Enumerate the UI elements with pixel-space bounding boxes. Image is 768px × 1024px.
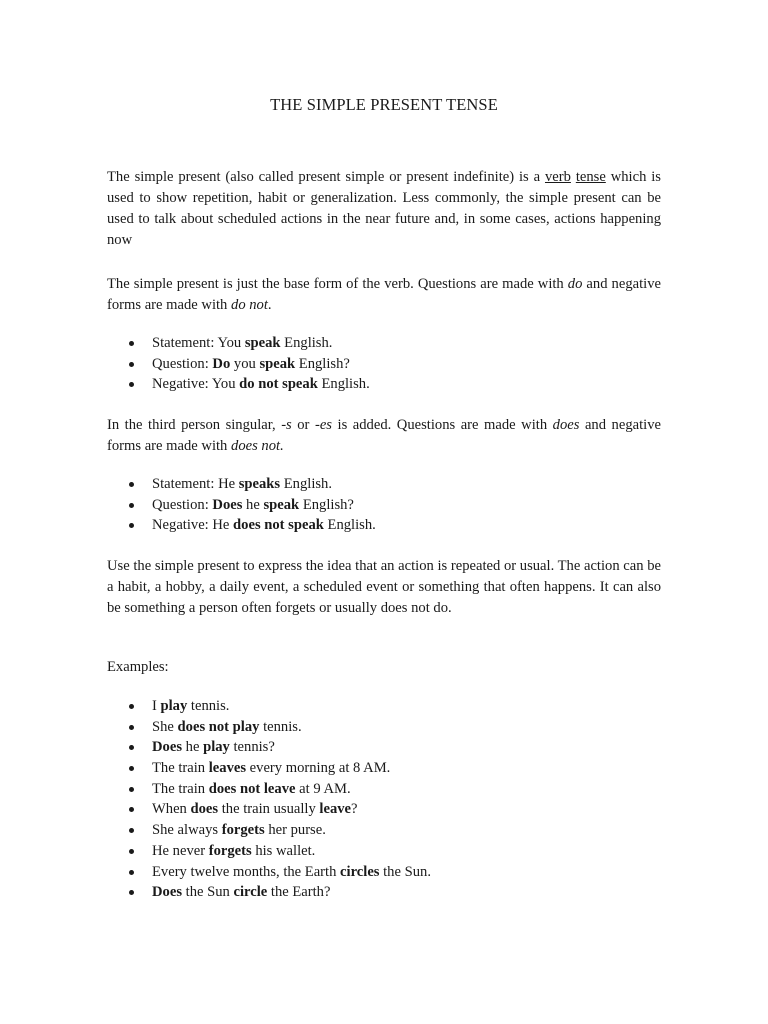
list-item [107, 515, 661, 536]
bullet-icon [129, 382, 134, 387]
text-run: and negative forms are made with [107, 276, 661, 313]
text-run: his wallet. [251, 842, 316, 859]
list-item [107, 696, 661, 717]
italic-term: do [567, 276, 583, 292]
text-run: tennis. [187, 698, 230, 714]
bullet-icon [129, 482, 134, 487]
list-item [107, 862, 661, 883]
bullet-icon [129, 745, 134, 750]
list-item [107, 758, 661, 779]
bold-term: Do [212, 355, 231, 372]
list-item [107, 333, 661, 354]
text-run: the Sun. [379, 863, 431, 880]
text-run: at 9 AM. [295, 780, 351, 797]
bullet-icon [129, 766, 134, 771]
base-form-paragraph [107, 274, 661, 316]
list-item [107, 779, 661, 800]
text-run: her purse. [264, 822, 326, 839]
text-run: ? [351, 801, 358, 818]
bold-term: circle [233, 884, 268, 901]
list-item [107, 474, 661, 495]
bullet-icon [129, 890, 134, 895]
bold-term: does not leave [208, 780, 296, 797]
list-item [107, 737, 661, 758]
examples-label: Examples: [107, 659, 169, 675]
bullet-icon [129, 523, 134, 528]
text-run: She [152, 718, 178, 735]
text-run: In the third person singular, [107, 417, 282, 433]
bullet-icon [129, 503, 134, 508]
italic-term: do not [231, 297, 268, 313]
text-run: The simple present (also called present simple or present indefinite) is a [107, 169, 545, 185]
intro-paragraph [107, 167, 661, 251]
text-run: he [242, 496, 264, 513]
bold-term: do not speak [239, 376, 318, 393]
bullet-icon [129, 362, 134, 367]
text-run: Negative: He [152, 517, 234, 534]
bold-term: Does [212, 496, 243, 513]
bold-term: does not play [177, 718, 260, 735]
text-run: English. [280, 476, 332, 492]
text-run: . [267, 297, 272, 313]
bold-term: speak [244, 335, 281, 351]
bold-term: speaks [238, 476, 281, 492]
bullet-icon [129, 787, 134, 792]
list-item [107, 354, 661, 375]
bold-term: leave [319, 801, 352, 818]
text-run: the Earth? [267, 884, 331, 901]
bold-term: does [190, 801, 219, 818]
bold-term: speak [263, 496, 300, 513]
text-run: is added. Questions are made with [331, 417, 553, 433]
text-run: Statement: You [152, 335, 245, 351]
text-run: Question: [152, 355, 213, 372]
bold-term: Does [152, 884, 182, 901]
text-run: I [152, 698, 161, 714]
italic-term: -es [314, 417, 332, 433]
text-run: The simple present is just the base form of the verb. Questions are made with [107, 276, 568, 292]
italic-term: -s [281, 417, 292, 433]
usage-examples-list [107, 696, 661, 903]
text-run: and negative forms are made with [107, 417, 661, 454]
text-run: When [152, 801, 191, 818]
text-run: English. [317, 376, 370, 393]
text-run: the Sun [182, 884, 234, 901]
text-run: Statement: He [152, 476, 239, 492]
list-item [107, 717, 661, 738]
text-run: you [230, 355, 260, 372]
list-item [107, 495, 661, 516]
bold-term: circles [340, 863, 380, 880]
tense-link[interactable]: tense [575, 169, 606, 185]
bold-term: does not speak [233, 517, 324, 534]
text-run: Negative: You [152, 376, 240, 393]
bullet-icon [129, 341, 134, 346]
bullet-icon [129, 870, 134, 875]
list-item [107, 882, 661, 903]
list-item [107, 799, 661, 820]
text-run: the train usually [218, 801, 320, 818]
text-run: he [182, 739, 204, 756]
text-run: English? [299, 496, 354, 513]
text-run: He never [152, 842, 209, 859]
bold-term: leaves [208, 760, 247, 777]
bullet-icon [129, 849, 134, 854]
bold-term: forgets [221, 822, 265, 839]
text-run: English. [280, 335, 333, 351]
text-run: The train [152, 760, 209, 777]
list-item [107, 841, 661, 862]
bold-term: play [160, 698, 188, 714]
bold-term: play [203, 739, 230, 756]
text-run: every morning at 8 AM. [246, 760, 391, 777]
text-run: tennis? [229, 739, 275, 756]
italic-term: does [552, 417, 580, 433]
bullet-icon [129, 828, 134, 833]
bold-term: Does [152, 739, 182, 756]
text-run: Every twelve months, the Earth [152, 863, 341, 880]
third-person-paragraph [107, 415, 661, 457]
text-run: English? [295, 355, 350, 372]
base-form-examples-list [107, 333, 661, 395]
text-run: She always [152, 822, 222, 839]
list-item [107, 374, 661, 395]
page-title: THE SIMPLE PRESENT TENSE [270, 95, 498, 114]
text-run: The train [152, 780, 209, 797]
usage-paragraph: Use the simple present to express the idea that an action is repeated or usual. The action can be a habit, a hobby, a daily event, a scheduled event or something that often happens. It can also be something a person often forgets or usually does not do. [107, 558, 661, 616]
bullet-icon [129, 704, 134, 709]
verb-link[interactable]: verb [544, 169, 571, 185]
italic-term: does not. [231, 438, 284, 454]
bullet-icon [129, 725, 134, 730]
text-run: Question: [152, 496, 213, 513]
text-run: tennis. [259, 718, 302, 735]
bullet-icon [129, 807, 134, 812]
text-run: which is used to show repetition, habit or generalization. Less commonly, the simple present can be used to talk about scheduled actions in the near future and, in some cases, actions happening now [107, 169, 661, 248]
bold-term: speak [259, 355, 296, 372]
list-item [107, 820, 661, 841]
bold-term: forgets [208, 842, 252, 859]
text-run: or [291, 417, 315, 433]
third-person-examples-list [107, 474, 661, 536]
text-run: English. [323, 517, 376, 534]
